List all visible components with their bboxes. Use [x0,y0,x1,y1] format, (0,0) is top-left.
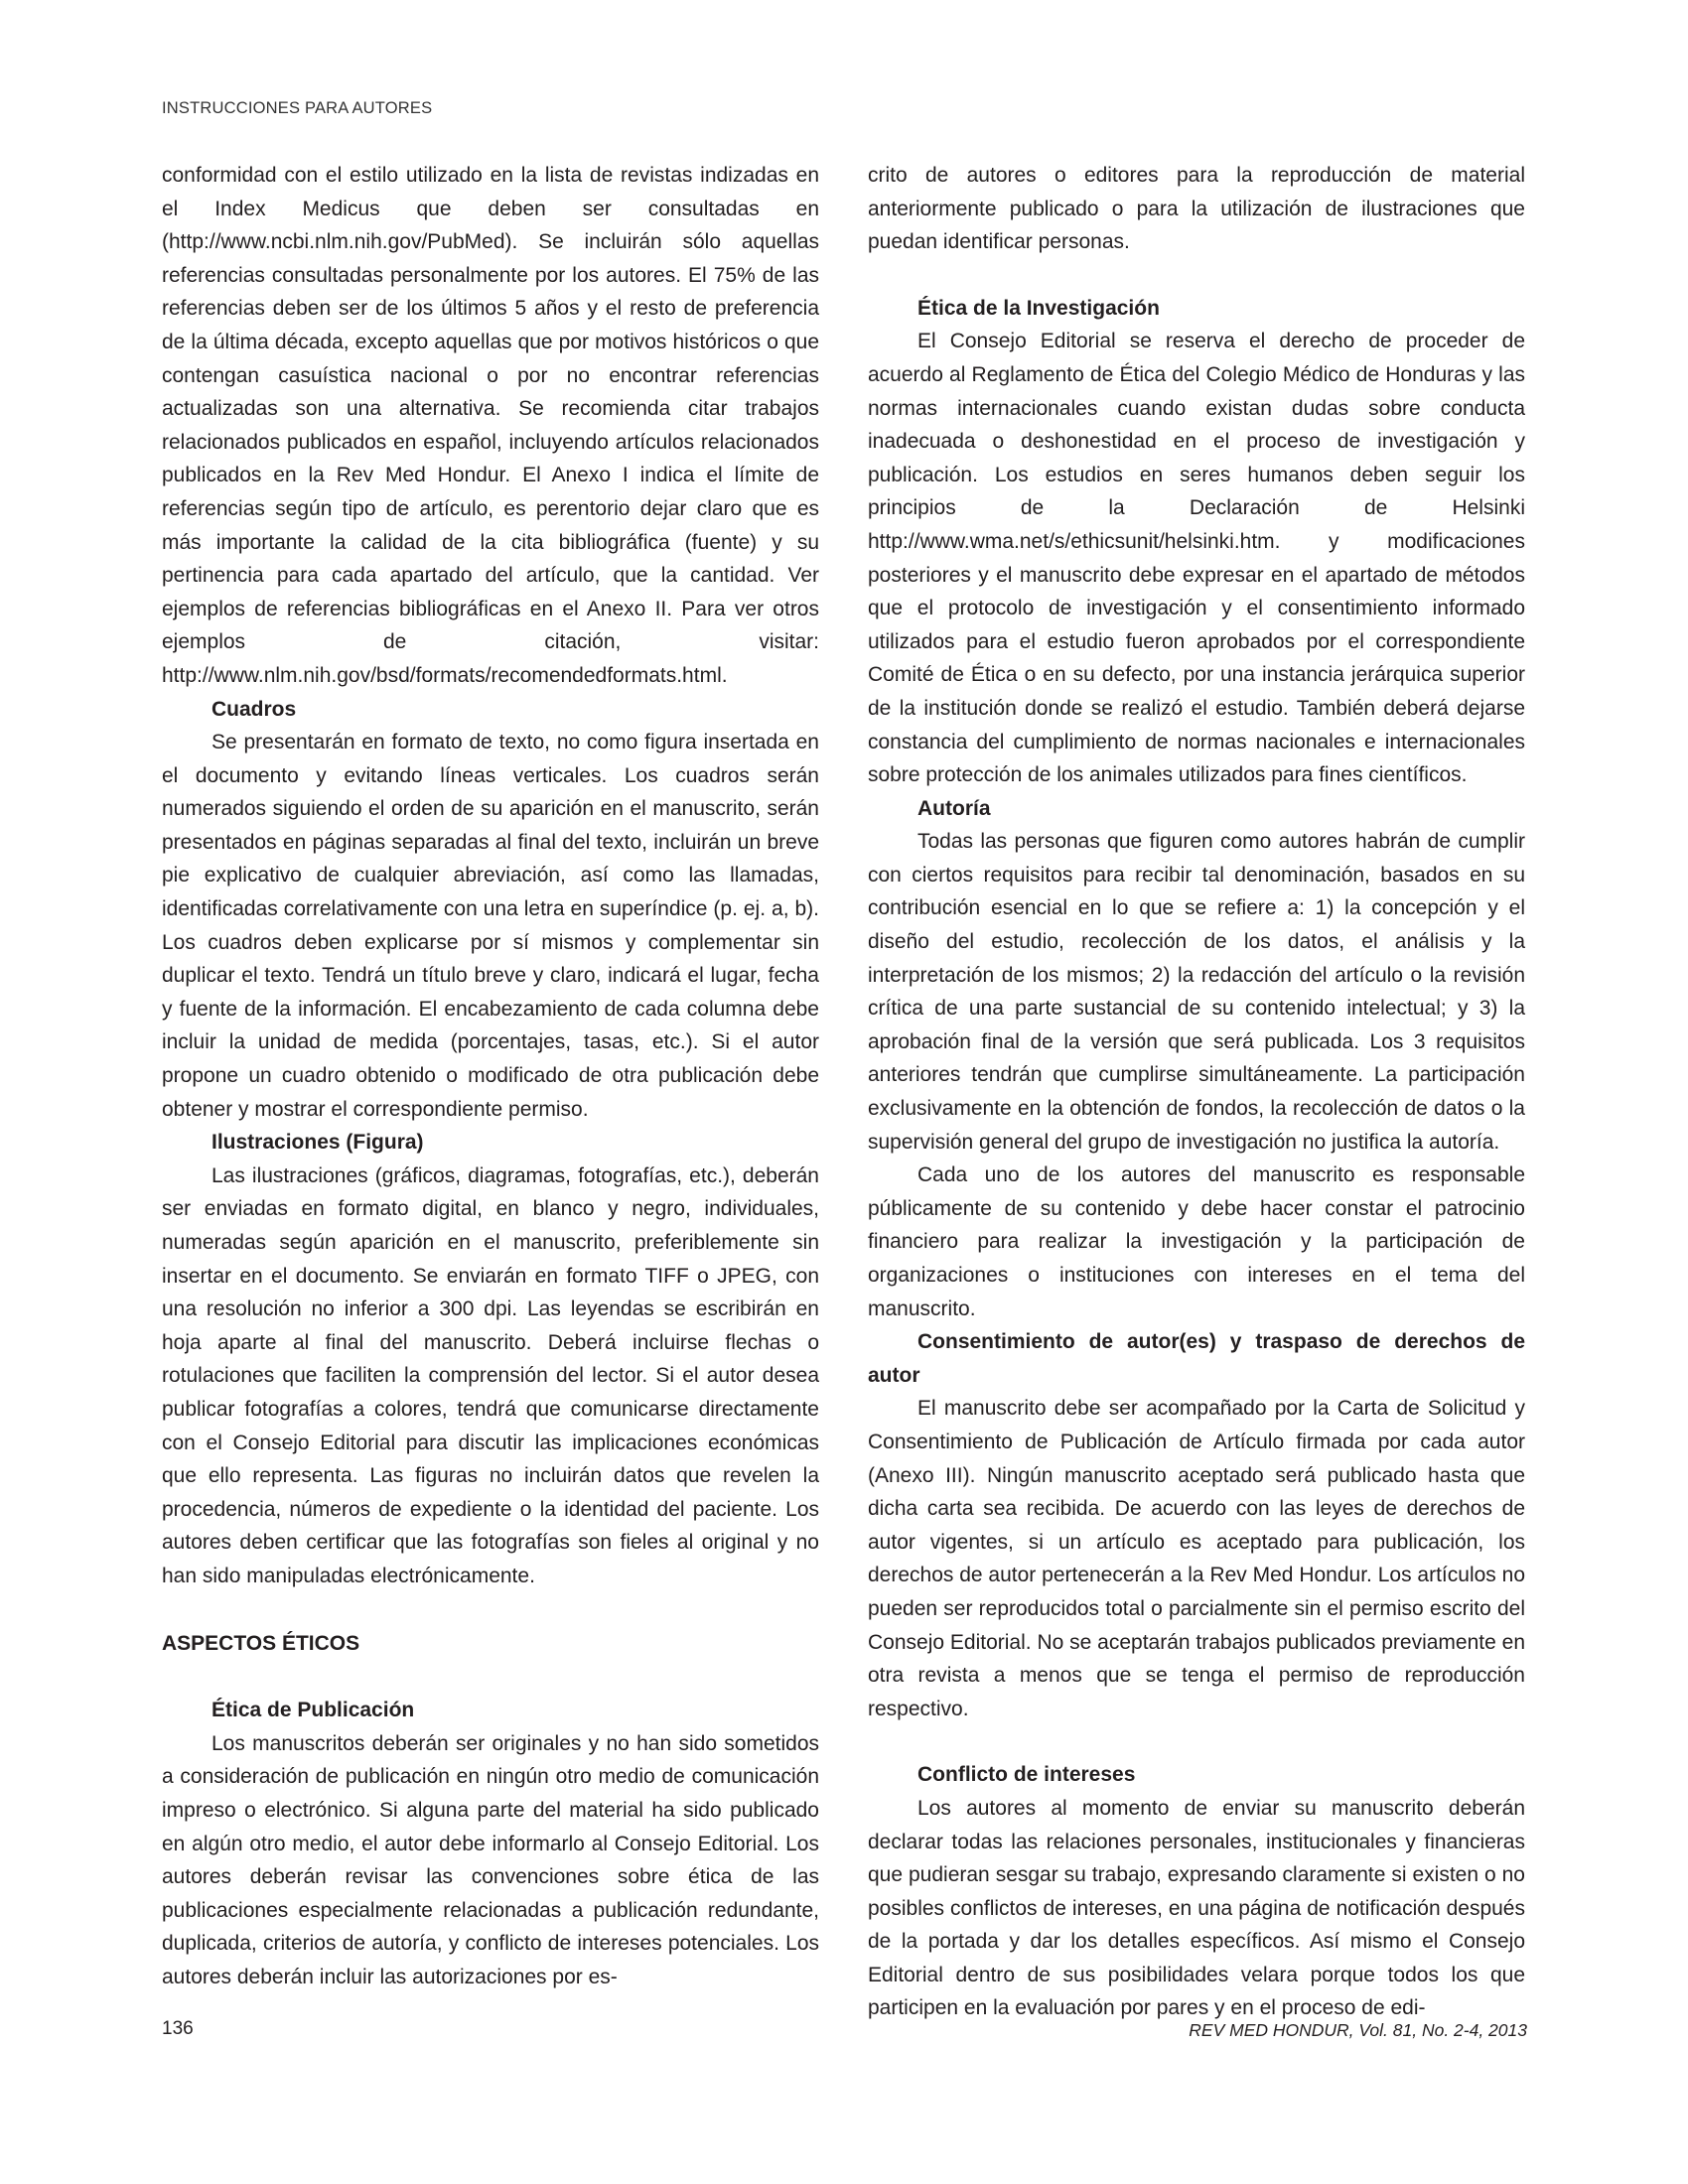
right-column [868,159,1525,2025]
heading-aspectos-eticos: ASPECTOS ÉTICOS [162,1631,360,1655]
heading-ilustraciones: Ilustraciones (Figura) [211,1131,424,1155]
paragraph-references: conformidad con el estilo utilizado en la lista de revistas indizadas en el Index Medicus que deben ser consultadas en (http://www.ncbi.nlm.nih.gov/PubMed). Se incluirán sólo aquellas referencias consultadas personalmente por los autores. El 75% de las referencias deben ser de los últimos 5 años y el resto de preferencia de la última década, excepto aquellas que por motivos históricos o que contengan casuística nacional o por no encontrar referencias actualizadas son una alternativa. Se recomienda citar trabajos relacionados publicados en español, incluyendo artículos relacionados publicados en la Rev Med Hondur. El Anexo I indica el límite de referencias según tipo de artículo, es perentorio dejar claro que es más importante la calidad de la cita bibliográfica (fuente) y su pertinencia para cada apartado del artículo, que la cantidad. Ver ejemplos de referencias bibliográficas en el Anexo II. Para ver otros ejemplos de citación, visitar: http://www.nlm.nih.gov/bsd/formats/recomendedformats.html. [162,164,819,687]
page-number: 136 [162,2018,194,2039]
heading-cuadros: Cuadros [211,697,297,721]
paragraph-etica-investigacion: El Consejo Editorial se reserva el derecho de proceder de acuerdo al Reglamento de Ética del Colegio Médico de Honduras y las normas internacionales cuando existan dudas sobre conducta inadecuada o deshonestidad en el proceso de investigación y publicación. Los estudios en seres humanos deben seguir los principios de la Declaración de Helsinki http://www.wma.net/s/ethicsunit/helsinki.htm. y modificaciones posteriores y el manuscrito debe expresar en el apartado de métodos que el protocolo de investigación y el consentimiento informado utilizados para el estudio fueron aprobados por el correspondiente Comité de Ética o en su defecto, por una instancia jerárquica superior de la institución donde se realizó el estudio. También deberá dejarse constancia del cumplimiento de normas nacionales e internacionales sobre protección de los animales utilizados para fines científicos. [868,330,1525,787]
left-column [162,159,819,1993]
heading-conflicto-intereses: Conflicto de intereses [917,1763,1136,1787]
paragraph-cuadros: Se presentarán en formato de texto, no como figura insertada en el documento y evitando líneas verticales. Los cuadros serán numerados siguiendo el orden de su aparición en el manuscrito, serán presentados en páginas separadas al final del texto, incluirán un breve pie explicativo de cualquier abreviación, así como las llamadas, identificadas correlativamente con una letra en superíndice (p. ej. a, b). Los cuadros deben explicarse por sí mismos y complementar sin duplicar el texto. Tendrá un título breve y claro, indicará el lugar, fecha y fuente de la información. El encabezamiento de cada columna debe incluir la unidad de medida (porcentajes, tasas, etc.). Si el autor propone un cuadro obtenido o modificado de otra publicación debe obtener y mostrar el correspondiente permiso. [162,731,819,1121]
running-header: INSTRUCCIONES PARA AUTORES [162,99,433,117]
paragraph-autoria-responsabilidad: Cada uno de los autores del manuscrito es responsable públicamente de su contenido y debe hacer constar el patrocinio financiero para realizar la investigación y la participación de organizaciones o instituciones con intereses en el tema del manuscrito. [868,1163,1525,1320]
heading-consentimiento: Consentimiento de autor(es) y traspaso de derechos de autor [868,1330,1525,1387]
journal-citation: REV MED HONDUR, Vol. 81, No. 2-4, 2013 [1189,2020,1527,2040]
paragraph-continuation: crito de autores o editores para la reproducción de material anteriormente publicado o para la utilización de ilustraciones que puedan identificar personas. [868,164,1525,254]
paragraph-ilustraciones: Las ilustraciones (gráficos, diagramas, fotografías, etc.), deberán ser enviadas en formato digital, en blanco y negro, individuales, numeradas según aparición en el manuscrito, preferiblemente sin insertar en el documento. Se enviarán en formato TIFF o JPEG, con una resolución no inferior a 300 dpi. Las leyendas se escribirán en hoja aparte al final del manuscrito. Deberá incluirse flechas o rotulaciones que faciliten la comprensión del lector. Si el autor desea publicar fotografías a colores, tendrá que comunicarse directamente con el Consejo Editorial para discutir las implicaciones económicas que ello representa. Las figuras no incluirán datos que revelen la procedencia, números de expediente o la identidad del paciente. Los autores deben certificar que las fotografías son fieles al original y no han sido manipuladas electrónicamente. [162,1163,819,1587]
paragraph-consentimiento: El manuscrito debe ser acompañado por la Carta de Solicitud y Consentimiento de Publicación de Artículo firmada por cada autor (Anexo III). Ningún manuscrito aceptado será publicado hasta que dicha carta sea recibida. De acuerdo con las leyes de derechos de autor vigentes, si un artículo es aceptado para publicación, los derechos de autor pertenecerán a la Rev Med Hondur. Los artículos no pueden ser reproducidos total o parcialmente sin el permiso escrito del Consejo Editorial. No se aceptarán trabajos publicados previamente en otra revista a menos que se tenga el permiso de reproducción respectivo. [868,1397,1525,1720]
paragraph-etica-publicacion: Los manuscritos deberán ser originales y no han sido sometidos a consideración de publicación en ningún otro medio de comunicación impreso o electrónico. Si alguna parte del material ha sido publicado en algún otro medio, el autor debe informarlo al Consejo Editorial. Los autores deberán revisar las convenciones sobre ética de las publicaciones especialmente relacionadas a publicación redundante, duplicada, criterios de autoría, y conflicto de intereses potenciales. Los autores deberán incluir las autorizaciones por es- [162,1731,819,1988]
paragraph-autoria: Todas las personas que figuren como autores habrán de cumplir con ciertos requisitos para recibir tal denominación, basados en su contribución esencial en lo que se refiere a: 1) la concepción y el diseño del estudio, recolección de los datos, el análisis y la interpretación de los mismos; 2) la redacción del artículo o la revisión crítica de una parte sustancial de su contenido intelectual; y 3) la aprobación final de la versión que será publicada. Los 3 requisitos anteriores tendrán que cumplirse simultáneamente. La participación exclusivamente en la obtención de fondos, la recolección de datos o la supervisión general del grupo de investigación no justifica la autoría. [868,830,1525,1154]
heading-autoria: Autoría [917,796,991,820]
heading-etica-publicacion: Ética de Publicación [211,1699,415,1722]
paragraph-conflicto-intereses: Los autores al momento de enviar su manuscrito deberán declarar todas las relaciones personales, institucionales y financieras que pudieran sesgar su trabajo, expresando claramente si existen o no posibles conflictos de intereses, en una página de notificación después de la portada y dar los detalles específicos. Así mismo el Consejo Editorial dentro de sus posibilidades velara porque todos los que participen en la evaluación por pares y en el proceso de edi- [868,1796,1525,2020]
heading-etica-investigacion: Ética de la Investigación [917,296,1160,320]
